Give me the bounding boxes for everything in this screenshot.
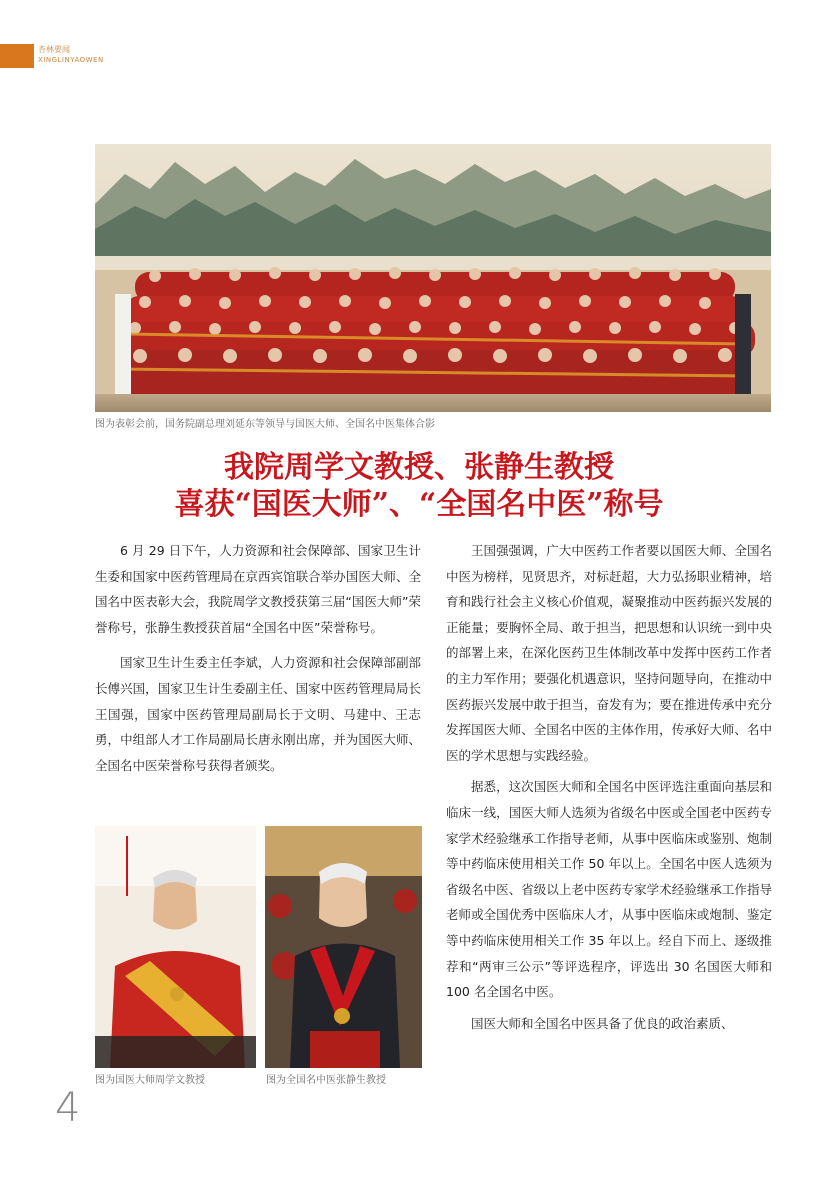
article-title-line-1: 我院周学文教授、张静生教授 [224,450,614,485]
page-number: 4 [55,1085,81,1131]
portrait-caption-zhou: 图为国医大师周学文教授 [95,1075,205,1086]
portrait-caption-zhang: 图为全国名中医张静生教授 [266,1075,386,1086]
portrait-zhang-jingsheng [265,826,422,1068]
right-column [446,538,772,1036]
section-title-cn: 杏林要闻 [38,45,70,54]
paragraph: 据悉，这次国医大师和全国名中医评选注重面向基层和临床一线，国医大师人选须为省级名中医或全国老中医药专家学术经验继承工作指导老师，从事中医临床或鉴别、炮制等中药临床使用相关工作 50 年以上。全国名中医人选须为省级名中医、省级以上老中医药专家学术经验继承工作指导老师或全国优秀中医临床人才，从事中医临床或炮制、鉴定等中药临床使用相关工作 35 年以上。经自下而上、逐级推荐和“两审三公示”等评选程序，评选出 30 名国医大师和 100 名全国名中医。 [446,779,772,1000]
paragraph: 王国强强调，广大中医药工作者要以国医大师、全国名中医为榜样，见贤思齐，对标赶超，大力弘扬职业精神，培育和践行社会主义核心价值观，凝聚推动中医药振兴发展的正能量；要胸怀全局、敢于担当，把思想和认识统一到中央的部署上来，在深化医药卫生体制改革中发挥中医药工作者的主力军作用；要强化机遇意识，坚持问题导向，在推动中医药振兴发展中敢于担当，奋发有为；要在推进传承中充分发挥国医大师、全国名中医的主体作用，传承好大师、名中医的学术思想与实践经验。 [446,543,772,763]
paragraph: 国家卫生计生委主任李斌，人力资源和社会保障部副部长傅兴国，国家卫生计生委副主任、国家中医药管理局局长王国强，国家中医药管理局副局长于文明、马建中、王志勇，中组部人才工作局副局长唐永刚出席，并为国医大师、全国名中医荣誉称号获得者颁奖。 [95,655,421,773]
article-title-line-2: 喜获“国医大师”、“全国名中医”称号 [174,487,664,522]
section-color-bar [0,44,34,68]
section-title-en: XINGLINYAOWEN [38,56,104,64]
paragraph: 6 月 29 日下午，人力资源和社会保障部、国家卫生计生委和国家中医药管理局在京西宾馆联合举办国医大师、全国名中医表彰大会，我院周学文教授获第三届“国医大师”荣誉称号，张静生教授获首届“全国名中医”荣誉称号。 [95,543,421,635]
portrait-zhou-xuewen [95,826,256,1068]
group-photo-caption: 图为表彰会前，国务院副总理刘延东等领导与国医大师、全国名中医集体合影 [95,419,435,430]
paragraph: 国医大师和全国名中医具备了优良的政治素质、 [471,1015,734,1031]
left-column [95,538,421,778]
group-photo [95,144,771,412]
